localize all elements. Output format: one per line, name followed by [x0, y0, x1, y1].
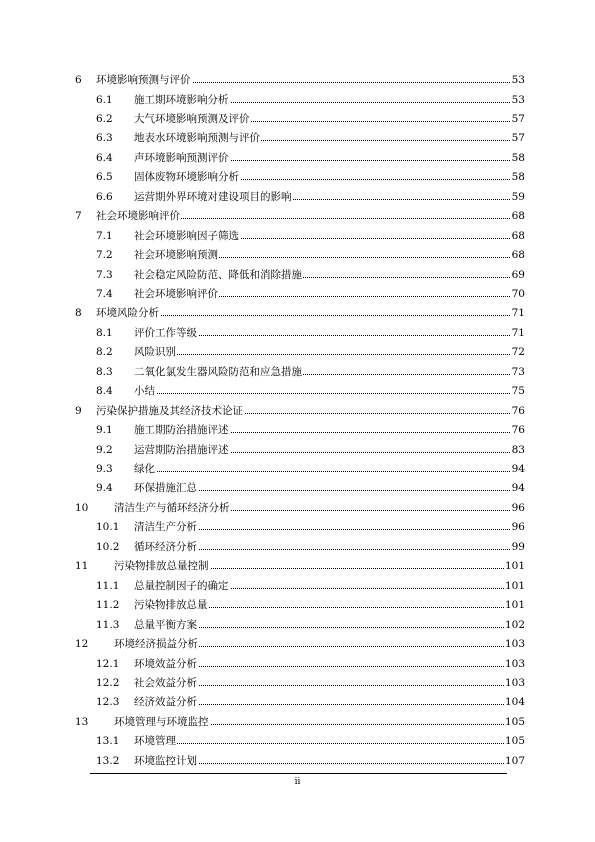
toc-entry-number: 10.2: [96, 540, 120, 553]
toc-entry-page: 75: [511, 382, 525, 400]
toc-chapter-entry[interactable]: [0, 71, 595, 89]
toc-chapter-entry[interactable]: [0, 402, 595, 420]
toc-section-entry[interactable]: [0, 91, 595, 109]
toc-entry-number: 9: [75, 404, 82, 417]
toc-entry-number: 12.3: [96, 696, 120, 709]
toc-entry-page: 73: [511, 363, 525, 381]
toc-entry-title: 环境监控计划: [134, 752, 198, 770]
toc-entry-number: 11.3: [96, 618, 120, 631]
toc-entry-title: 环境影响预测与评价: [96, 71, 192, 89]
toc-entry-page: 68: [511, 246, 525, 264]
toc-entry-number: 9.1: [96, 424, 113, 437]
toc-entry-page: 72: [511, 343, 525, 361]
toc-entry-page: 57: [511, 129, 525, 147]
toc-dot-leader: [134, 393, 510, 394]
toc-entry-page: 58: [511, 168, 525, 186]
toc-section-entry[interactable]: [0, 246, 595, 264]
toc-entry-number: 6: [75, 74, 82, 86]
toc-entry-number: 12.2: [96, 676, 120, 689]
toc-entry-number: 9.2: [96, 443, 113, 456]
toc-entry-page: 71: [511, 324, 525, 342]
toc-entry-page: 94: [511, 479, 525, 497]
toc-section-entry[interactable]: [0, 479, 595, 497]
toc-entry-page: 104: [504, 693, 525, 711]
toc-entry-number: 11.1: [96, 579, 120, 592]
toc-chapter-entry[interactable]: [0, 713, 595, 731]
toc-entry-title: 清洁生产与循环经济分析: [114, 499, 231, 517]
toc-entry-page: 96: [511, 499, 525, 517]
toc-entry-page: 96: [511, 518, 525, 536]
toc-entry-number: 9.4: [96, 482, 113, 495]
toc-dot-leader: [134, 743, 510, 744]
toc-entry-page: 71: [511, 304, 525, 322]
toc-entry-number: 13.2: [96, 754, 120, 767]
toc-section-entry[interactable]: [0, 227, 595, 245]
toc-entry-title: 评价工作等级: [134, 324, 198, 342]
toc-entry-number: 8.2: [96, 346, 113, 359]
toc-entry-number: 7.1: [96, 229, 113, 242]
toc-entry-title: 运营期防治措施评述: [134, 441, 230, 459]
toc-entry-number: 6.2: [96, 112, 113, 125]
toc-entry-title: 小结: [134, 382, 156, 400]
toc-entry-title: 环境风险分析: [96, 304, 160, 322]
toc-entry-page: 57: [511, 110, 525, 128]
toc-entry-number: 7.3: [96, 268, 113, 281]
toc-section-entry[interactable]: [0, 518, 595, 536]
toc-entry-title: 环境经济损益分析: [114, 635, 199, 653]
toc-entry-number: 13.1: [96, 735, 120, 748]
toc-entry-title: 绿化: [134, 460, 156, 478]
toc-chapter-entry[interactable]: [0, 557, 595, 575]
toc-entry-number: 7.4: [96, 287, 113, 300]
toc-entry-title: 社会效益分析: [134, 674, 198, 692]
toc-section-entry[interactable]: [0, 324, 595, 342]
toc-entry-title: 污染物排放总量: [134, 596, 209, 614]
toc-section-entry[interactable]: [0, 110, 595, 128]
toc-entry-page: 68: [511, 207, 525, 225]
toc-entry-title: 社会环境影响评价: [134, 285, 219, 303]
toc-entry-number: 7.2: [96, 249, 113, 261]
toc-entry-title: 污染保护措施及其经济技术论证: [96, 402, 244, 420]
toc-entry-page: 53: [511, 91, 525, 109]
toc-entry-title: 经济效益分析: [134, 693, 198, 711]
toc-section-entry[interactable]: [0, 266, 595, 284]
toc-entry-number: 11.2: [96, 599, 120, 612]
toc-section-entry[interactable]: [0, 129, 595, 147]
toc-entry-title: 社会稳定风险防范、降低和消除措施: [134, 266, 303, 284]
toc-entry-number: 9.3: [96, 463, 113, 475]
toc-entry-number: 11: [75, 560, 89, 573]
toc-entry-number: 12: [75, 638, 89, 650]
toc-chapter-entry[interactable]: [0, 499, 595, 517]
toc-entry-page: 58: [511, 149, 525, 167]
toc-entry-number: 12.1: [96, 657, 120, 670]
toc-section-entry[interactable]: [0, 363, 595, 381]
toc-entry-title: 环境管理: [134, 732, 177, 750]
toc-entry-title: 总量控制因子的确定: [134, 577, 230, 595]
toc-entry-page: 76: [511, 421, 525, 439]
toc-entry-page: 99: [511, 538, 525, 556]
page-number: ii: [294, 777, 301, 787]
toc-entry-page: 70: [511, 285, 525, 303]
toc-entry-page: 94: [511, 460, 525, 478]
toc-entry-number: 8.3: [96, 365, 113, 378]
toc-entry-page: 105: [504, 732, 525, 750]
toc-entry-page: 76: [511, 402, 525, 420]
toc-section-entry[interactable]: [0, 285, 595, 303]
toc-section-entry[interactable]: [0, 188, 595, 206]
toc-dot-leader: [134, 354, 510, 355]
toc-entry-page: 105: [504, 713, 525, 731]
toc-entry-title: 总量平衡方案: [134, 616, 198, 634]
toc-section-entry[interactable]: [0, 149, 595, 167]
toc-entry-title: 施工期环境影响分析: [134, 91, 230, 109]
toc-section-entry[interactable]: [0, 421, 595, 439]
toc-entry-number: 6.6: [96, 190, 113, 203]
toc-entry-title: 大气环境影响预测及评价: [134, 110, 251, 128]
toc-entry-page: 102: [504, 616, 525, 634]
toc-entry-title: 循环经济分析: [134, 538, 198, 556]
toc-entry-title: 环境管理与环境监控: [114, 713, 210, 731]
toc-entry-page: 103: [504, 635, 525, 653]
toc-entry-number: 8.1: [96, 326, 113, 339]
toc-entry-page: 53: [511, 71, 525, 89]
toc-chapter-entry[interactable]: [0, 635, 595, 653]
toc-entry-page: 107: [504, 752, 525, 770]
toc-entry-title: 地表水环境影响预测与评价: [134, 129, 261, 147]
toc-entry-page: 101: [504, 557, 525, 575]
toc-section-entry[interactable]: [0, 343, 595, 361]
toc-entry-page: 68: [511, 227, 525, 245]
toc-section-entry[interactable]: [0, 577, 595, 595]
toc-entry-page: 103: [504, 674, 525, 692]
toc-section-entry[interactable]: [0, 693, 595, 711]
toc-entry-title: 环保措施汇总: [134, 479, 198, 497]
toc-entry-number: 7: [75, 210, 82, 223]
toc-dot-leader: [134, 471, 510, 472]
toc-entry-number: 8: [75, 307, 82, 320]
toc-entry-title: 二氧化氯发生器风险防范和应急措施: [134, 363, 303, 381]
toc-entry-number: 6.4: [96, 151, 113, 164]
toc-chapter-entry[interactable]: [0, 207, 595, 225]
toc-entry-number: 10.1: [96, 521, 120, 534]
toc-entry-title: 施工期防治措施评述: [134, 421, 230, 439]
toc-section-entry[interactable]: [0, 538, 595, 556]
toc-entry-title: 污染物排放总量控制: [114, 557, 210, 575]
toc-section-entry[interactable]: [0, 382, 595, 400]
toc-entry-number: 6.1: [96, 93, 113, 106]
toc-entry-page: 83: [511, 441, 525, 459]
toc-entry-page: 59: [511, 188, 525, 206]
toc-entry-page: 101: [504, 577, 525, 595]
toc-entry-page: 101: [504, 596, 525, 614]
toc-entry-page: 69: [511, 266, 525, 284]
toc-entry-title: 清洁生产分析: [134, 518, 198, 536]
toc-section-entry[interactable]: [0, 674, 595, 692]
toc-entry-number: 13: [75, 715, 89, 728]
toc-entry-title: 运营期外界环境对建设项目的影响: [134, 188, 293, 206]
toc-entry-number: 6.5: [96, 171, 113, 184]
toc-entry-title: 社会环境影响预测: [134, 246, 219, 264]
toc-entry-number: 6.3: [96, 132, 113, 145]
toc-entry-title: 风险识别: [134, 343, 177, 361]
toc-section-entry[interactable]: [0, 460, 595, 478]
toc-section-entry[interactable]: [0, 616, 595, 634]
toc-section-entry[interactable]: [0, 596, 595, 614]
toc-entry-number: 8.4: [96, 385, 113, 398]
toc-section-entry[interactable]: [0, 655, 595, 673]
toc-entry-number: 10: [75, 501, 89, 514]
toc-entry-title: 声环境影响预测评价: [134, 149, 230, 167]
toc-section-entry[interactable]: [0, 752, 595, 770]
toc-entry-title: 固体废物环境影响分析: [134, 168, 240, 186]
toc-section-entry[interactable]: [0, 168, 595, 186]
toc-entry-page: 103: [504, 655, 525, 673]
toc-section-entry[interactable]: [0, 441, 595, 459]
toc-entry-title: 社会环境影响因子筛选: [134, 227, 240, 245]
toc-entry-title: 社会环境影响评价: [96, 207, 181, 225]
toc-section-entry[interactable]: [0, 732, 595, 750]
footer-rule: [90, 773, 507, 774]
toc-chapter-entry[interactable]: [0, 304, 595, 322]
toc-entry-title: 环境效益分析: [134, 655, 198, 673]
